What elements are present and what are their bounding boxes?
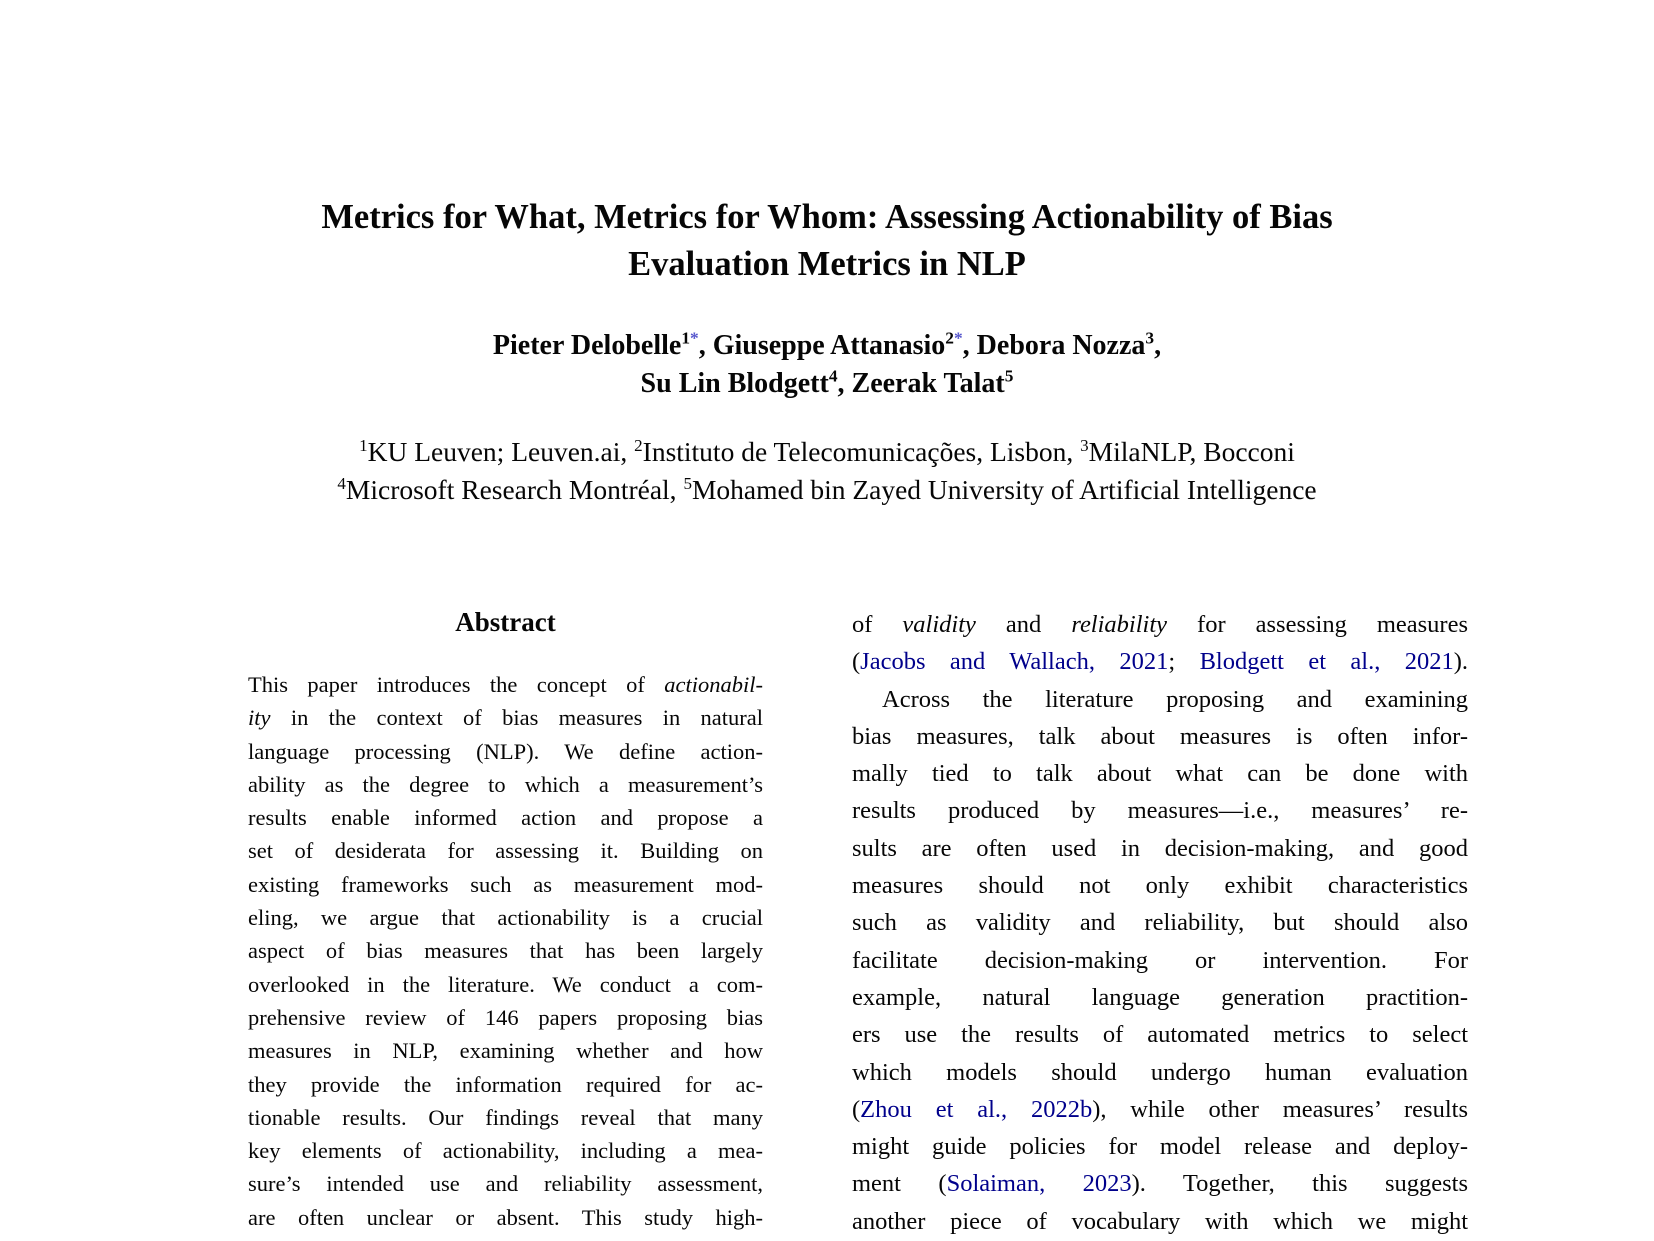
text-segment: Across the literature proposing and examining bbox=[882, 685, 1468, 713]
text-segment: are often unclear or absent. This study high- bbox=[248, 1204, 763, 1230]
text-segment: reliability bbox=[1071, 611, 1168, 638]
text-segment: facilitate decision-making or intervention. For bbox=[852, 946, 1468, 974]
text-line bbox=[248, 1167, 763, 1200]
abstract-heading: Abstract bbox=[455, 607, 556, 637]
text-line bbox=[852, 681, 1468, 718]
superscript-marker: 4 bbox=[337, 473, 346, 493]
superscript-marker: 5 bbox=[683, 473, 692, 493]
text-segment: ( bbox=[852, 648, 861, 676]
text-segment: ment ( bbox=[852, 1170, 947, 1198]
text-segment: such as validity and reliability, but should also bbox=[852, 909, 1468, 937]
text-segment: of bbox=[852, 611, 903, 638]
text-line bbox=[248, 1201, 763, 1234]
superscript-marker: 4 bbox=[828, 366, 838, 386]
text-segment: , Giuseppe Attanasio bbox=[698, 330, 946, 361]
text-line bbox=[0, 471, 1654, 509]
text-segment: set of desiderata for assessing it. Building on bbox=[248, 838, 763, 864]
text-segment: tionable results. Our findings reveal that many bbox=[248, 1104, 763, 1130]
text-line bbox=[0, 365, 1654, 403]
text-segment: prehensive review of 146 papers proposing bias bbox=[248, 1004, 763, 1030]
superscript-marker: 2 bbox=[634, 435, 643, 455]
text-line bbox=[248, 901, 763, 934]
text-segment: overlooked in the literature. We conduct a com- bbox=[248, 971, 763, 997]
text-line bbox=[248, 1034, 763, 1067]
text-segment: Su Lin Blodgett bbox=[640, 368, 829, 399]
paper-title-line: Metrics for What, Metrics for Whom: Assessing Actionability of Bias bbox=[321, 198, 1333, 236]
body-paragraph bbox=[852, 681, 1468, 1240]
text-segment: aspect of bias measures that has been largely bbox=[248, 938, 763, 964]
text-segment: language processing (NLP). We define action- bbox=[248, 738, 763, 764]
footnote-star-link[interactable]: * bbox=[690, 328, 699, 348]
text-segment: measures should not only exhibit characteristics bbox=[852, 872, 1468, 900]
text-line bbox=[248, 801, 763, 834]
text-segment: existing frameworks such as measurement mod- bbox=[248, 871, 763, 897]
superscript-marker: 3 bbox=[1145, 328, 1155, 348]
text-segment: sults are often used in decision-making, and good bbox=[852, 834, 1468, 862]
text-segment: for assessing measures bbox=[1167, 611, 1468, 638]
text-line bbox=[248, 1001, 763, 1034]
text-line bbox=[852, 830, 1468, 867]
text-segment: ers use the results of automated metrics to select bbox=[852, 1021, 1468, 1049]
text-line bbox=[248, 701, 763, 734]
body-column bbox=[852, 606, 1468, 1240]
text-line bbox=[852, 643, 1468, 680]
text-segment: , bbox=[1154, 330, 1162, 361]
text-line bbox=[852, 1165, 1468, 1202]
text-segment: in the context of bias measures in natural bbox=[270, 705, 763, 731]
abstract-text bbox=[248, 668, 763, 1234]
text-segment: results produced by measures—i.e., measures’ re- bbox=[852, 797, 1468, 825]
text-segment: Pieter Delobelle bbox=[492, 330, 682, 361]
text-line bbox=[248, 1101, 763, 1134]
text-line bbox=[248, 868, 763, 901]
text-segment: MilaNLP, Bocconi bbox=[1088, 436, 1295, 467]
text-line bbox=[852, 942, 1468, 979]
text-line bbox=[852, 718, 1468, 755]
text-segment: Instituto de Telecomunicações, Lisbon, bbox=[642, 436, 1081, 467]
superscript-marker: 5 bbox=[1004, 366, 1014, 386]
text-segment: ability as the degree to which a measurement’s bbox=[248, 771, 763, 797]
text-line bbox=[248, 668, 763, 701]
paper-title-line: Evaluation Metrics in NLP bbox=[628, 245, 1026, 283]
text-line bbox=[248, 1068, 763, 1101]
text-segment: , Zeerak Talat bbox=[837, 368, 1005, 399]
text-line bbox=[248, 768, 763, 801]
citation-link[interactable]: Blodgett et al., 2021 bbox=[1199, 648, 1454, 676]
text-segment: ( bbox=[852, 1095, 861, 1123]
text-segment: which models should undergo human evaluation bbox=[852, 1058, 1468, 1086]
text-segment: Microsoft Research Montréal, bbox=[345, 474, 684, 505]
text-segment: Mohamed bin Zayed University of Artificial Intelligence bbox=[691, 474, 1317, 505]
text-segment: validity bbox=[902, 611, 976, 638]
text-segment: bias measures, talk about measures is often infor- bbox=[852, 722, 1468, 750]
text-line bbox=[248, 1134, 763, 1167]
affiliations-block bbox=[0, 433, 1654, 509]
footnote-star-link[interactable]: * bbox=[953, 328, 963, 348]
text-segment: another piece of vocabulary with which we might bbox=[852, 1207, 1468, 1235]
text-segment: they provide the information required for ac- bbox=[248, 1071, 763, 1097]
body-paragraph bbox=[852, 606, 1468, 681]
text-line bbox=[852, 1128, 1468, 1165]
text-segment: and bbox=[975, 611, 1072, 638]
text-segment: sure’s intended use and reliability assessment, bbox=[248, 1171, 763, 1197]
text-line bbox=[852, 867, 1468, 904]
text-line bbox=[852, 606, 1468, 643]
paper-title bbox=[0, 194, 1654, 288]
text-line bbox=[248, 735, 763, 768]
text-segment: mally tied to talk about what can be done with bbox=[852, 760, 1468, 788]
text-segment: results enable informed action and propose a bbox=[248, 805, 763, 831]
text-segment: eling, we argue that actionability is a crucial bbox=[248, 905, 763, 931]
text-line bbox=[852, 904, 1468, 941]
text-segment: example, natural language generation practition- bbox=[852, 983, 1468, 1011]
text-line bbox=[852, 1054, 1468, 1091]
text-line bbox=[852, 1091, 1468, 1128]
citation-link[interactable]: Zhou et al., 2022b bbox=[860, 1095, 1093, 1123]
citation-link[interactable]: Jacobs and Wallach, 2021 bbox=[860, 648, 1169, 676]
text-line bbox=[248, 834, 763, 867]
authors-block bbox=[0, 327, 1654, 403]
text-segment: This paper introduces the concept of bbox=[248, 672, 665, 697]
text-segment: might guide policies for model release and deploy- bbox=[852, 1133, 1468, 1161]
text-segment: ). Together, this suggests bbox=[1131, 1170, 1468, 1198]
citation-link[interactable]: Solaiman, 2023 bbox=[946, 1170, 1132, 1198]
text-line bbox=[852, 979, 1468, 1016]
abstract-section bbox=[248, 604, 763, 1234]
text-line bbox=[0, 433, 1654, 471]
text-segment: key elements of actionability, including a mea- bbox=[248, 1138, 763, 1164]
superscript-marker: 3 bbox=[1080, 435, 1089, 455]
text-segment: actionabil- bbox=[664, 672, 763, 697]
text-line bbox=[852, 792, 1468, 829]
text-segment: ity bbox=[248, 705, 271, 731]
text-line bbox=[0, 327, 1654, 365]
superscript-marker: 1 bbox=[681, 328, 690, 348]
text-line bbox=[248, 968, 763, 1001]
text-segment: ; bbox=[1168, 648, 1200, 676]
text-line bbox=[852, 1203, 1468, 1240]
text-segment: , Debora Nozza bbox=[962, 330, 1146, 361]
text-line bbox=[852, 1016, 1468, 1053]
text-segment: measures in NLP, examining whether and how bbox=[248, 1038, 763, 1064]
superscript-marker: 2 bbox=[945, 328, 954, 348]
superscript-marker: 1 bbox=[359, 435, 368, 455]
text-segment: KU Leuven; Leuven.ai, bbox=[367, 436, 635, 467]
text-line bbox=[248, 934, 763, 967]
text-segment: ). bbox=[1453, 648, 1469, 676]
text-line bbox=[852, 755, 1468, 792]
text-segment: ), while other measures’ results bbox=[1092, 1095, 1468, 1123]
